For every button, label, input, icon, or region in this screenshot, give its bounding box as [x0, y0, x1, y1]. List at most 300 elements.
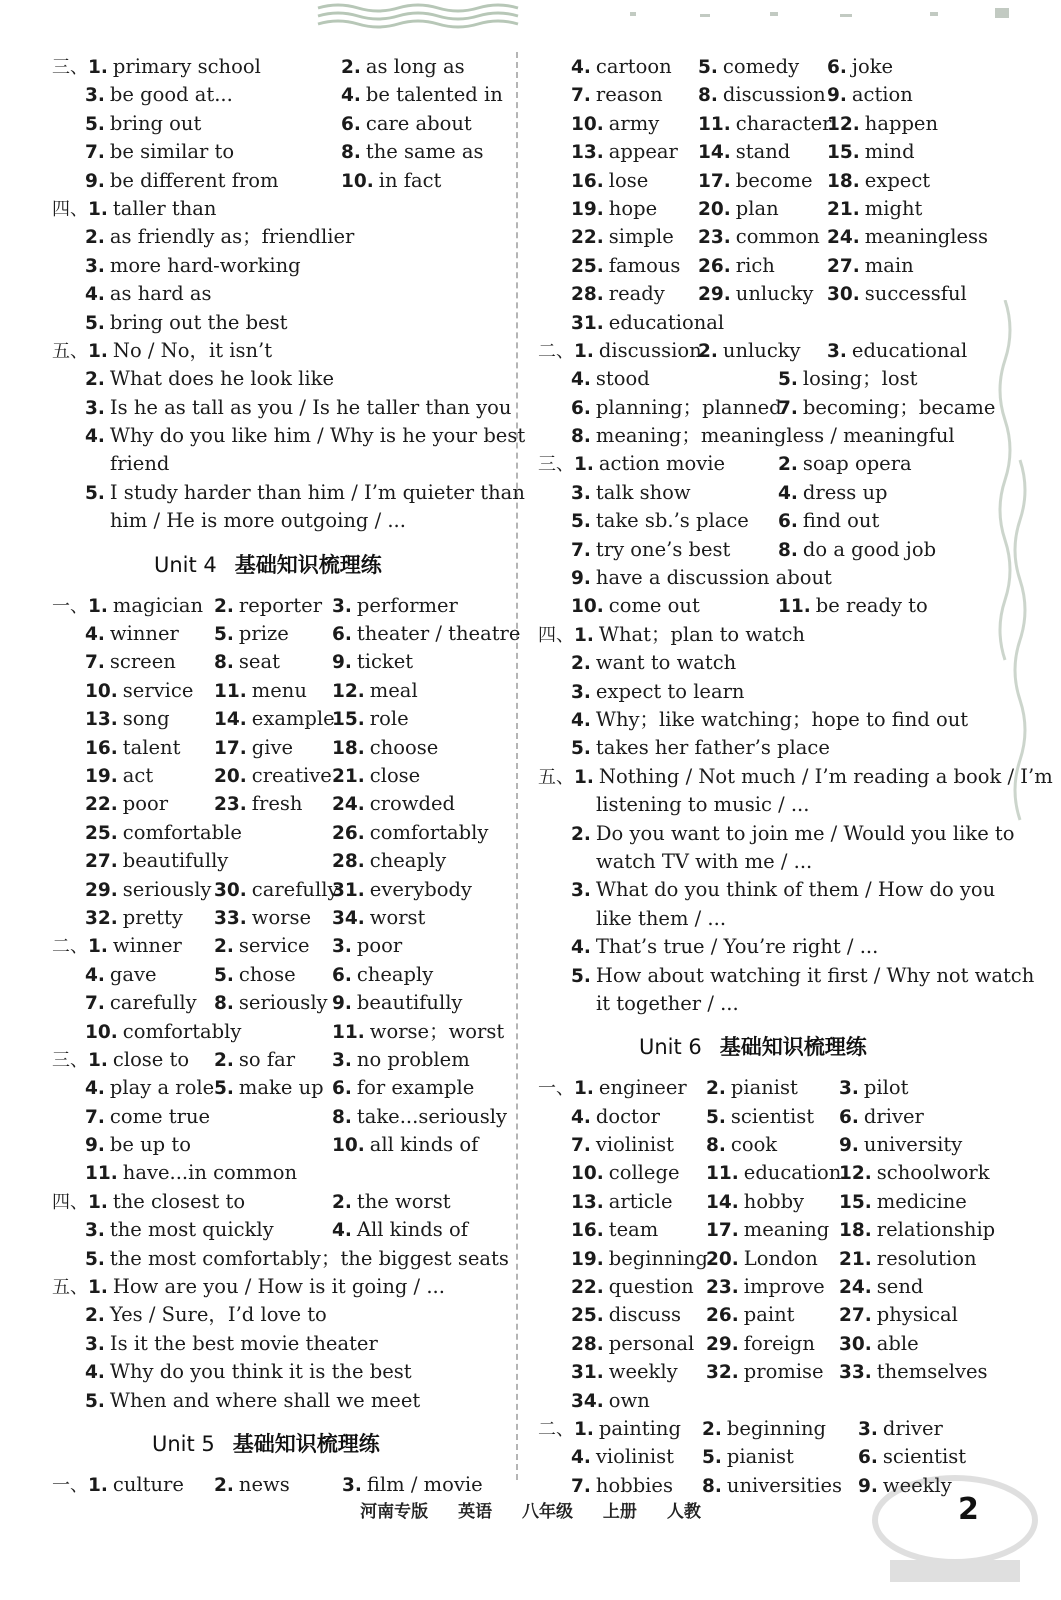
answer-text: unlucky [735, 282, 814, 306]
item-number: 4. [85, 624, 105, 646]
answer-item [214, 648, 280, 677]
item-number: 15. [839, 1191, 872, 1213]
answer-text: hobby [743, 1189, 805, 1213]
answer-text: beginning [726, 1416, 827, 1440]
answer-text: simple [608, 225, 674, 249]
answer-item [839, 1216, 995, 1245]
answer-item [332, 648, 413, 677]
answer-text: stood [595, 367, 650, 391]
answer-item [214, 932, 310, 961]
answer-text: seriously [238, 991, 328, 1015]
answer-item [85, 734, 180, 763]
answer-item [52, 53, 261, 82]
answer-item [85, 1074, 214, 1103]
answer-item [538, 621, 805, 650]
answer-text: theater / theatre [356, 622, 521, 646]
item-number: 4. [85, 284, 105, 306]
answer-item [571, 1358, 678, 1387]
answer-text: action movie [598, 452, 726, 476]
answer-item [85, 138, 234, 167]
answer-item [839, 1330, 919, 1359]
item-number: 3. [827, 340, 847, 362]
answer-text: fresh [251, 792, 303, 816]
answer-text: seat [238, 650, 280, 674]
answer-text: hope [608, 196, 658, 220]
answer-text: reason [595, 83, 663, 107]
answer-text: engineer [598, 1076, 687, 1100]
answer-text: more hard-working [109, 253, 301, 277]
answer-text: foreign [743, 1331, 815, 1355]
answer-item [827, 223, 988, 252]
answer-item [778, 394, 995, 423]
answer-text: make up [238, 1076, 324, 1100]
answer-item [85, 876, 211, 905]
answer-item [571, 962, 1034, 991]
item-number: 8. [332, 1106, 352, 1128]
answer-text: role [369, 707, 409, 731]
answer-text: as long as [365, 55, 465, 78]
item-number: 4. [85, 1078, 105, 1100]
item-number: 7. [778, 397, 798, 419]
item-number: 3. [85, 85, 105, 107]
answer-item [827, 110, 938, 139]
answer-row [538, 592, 978, 620]
answer-text: crowded [369, 792, 455, 816]
item-number: 1. [88, 936, 108, 958]
item-number: 23. [214, 794, 247, 816]
answer-item [706, 1103, 814, 1132]
answer-item [571, 1216, 658, 1245]
item-number: 2. [214, 936, 234, 958]
item-number: 3. [332, 595, 352, 617]
answer-row [52, 1018, 505, 1046]
answer-text: example [251, 707, 335, 731]
item-number: 7. [85, 1106, 105, 1128]
answer-item [341, 53, 465, 82]
answer-text: weekly [608, 1360, 678, 1384]
item-number: 34. [332, 907, 365, 929]
answer-row [52, 1103, 507, 1131]
section-marker: 三、 [52, 1049, 88, 1071]
item-number: 11. [706, 1163, 739, 1185]
answer-item [332, 1131, 478, 1160]
section-marker: 五、 [52, 340, 88, 362]
item-number: 25. [571, 255, 604, 277]
answer-text: winner [112, 934, 182, 958]
item-number: 7. [571, 85, 591, 107]
item-number: 1. [574, 1418, 594, 1440]
item-number: 16. [571, 1220, 604, 1242]
item-number: 19. [571, 198, 604, 220]
answer-item [85, 1358, 412, 1387]
footer-publisher: 人教 [666, 1502, 701, 1522]
answer-row [52, 167, 492, 195]
answer-row [52, 1301, 492, 1329]
answer-text: bring out [109, 111, 202, 135]
answer-continuation: like them / ... [596, 906, 727, 930]
answer-text: character [735, 111, 832, 135]
answer-text: losing；lost [802, 367, 918, 391]
answer-item [85, 961, 157, 990]
answer-item [571, 422, 955, 451]
answer-item [698, 223, 820, 252]
answer-row [538, 53, 978, 81]
answer-text: What does he look like [109, 367, 334, 391]
answer-item [706, 1273, 825, 1302]
item-number: 7. [571, 1135, 591, 1157]
answer-text: want to watch [595, 651, 737, 675]
answer-item [538, 1074, 687, 1103]
answer-text: schoolwork [876, 1161, 990, 1185]
item-number: 7. [85, 142, 105, 164]
answer-row [538, 450, 978, 478]
unit-subtitle: 基础知识梳理练 [719, 1035, 867, 1060]
answer-item [706, 1216, 829, 1245]
answer-text: meal [369, 678, 418, 702]
answer-row [538, 621, 978, 649]
item-number: 33. [839, 1362, 872, 1384]
answer-item [332, 1103, 507, 1132]
item-number: 3. [571, 681, 591, 703]
answer-row [52, 1216, 492, 1244]
item-number: 1. [88, 198, 108, 220]
answer-text: discussion [722, 83, 826, 107]
answer-item [698, 167, 813, 196]
answer-text: pianist [726, 1445, 794, 1469]
answer-item [85, 1018, 241, 1047]
answer-text: takes her father’s place [595, 736, 830, 760]
answer-text: so far [238, 1047, 296, 1071]
answer-text: universities [726, 1473, 843, 1497]
answer-row [52, 1387, 492, 1415]
answer-item [85, 1301, 327, 1330]
item-number: 4. [85, 964, 105, 986]
item-number: 9. [858, 1475, 878, 1497]
item-number: 29. [698, 284, 731, 306]
footer-volume: 上册 [602, 1502, 637, 1522]
answer-text: action [851, 83, 913, 107]
item-number: 4. [341, 85, 361, 107]
item-number: 4. [571, 1447, 591, 1469]
answer-item [85, 904, 183, 933]
answer-text: painting [598, 1416, 681, 1440]
answer-text: meaning [743, 1218, 830, 1242]
answer-text: news [238, 1472, 290, 1496]
section-marker: 四、 [538, 624, 574, 646]
item-number: 2. [85, 1305, 105, 1327]
answer-text: discussion [598, 338, 702, 362]
column-divider [516, 52, 518, 1480]
item-number: 23. [706, 1277, 739, 1299]
item-number: 4. [778, 482, 798, 504]
answer-item [85, 1387, 420, 1416]
answer-continuation: him / He is more outgoing / ... [110, 509, 406, 533]
answer-item [214, 677, 307, 706]
answer-item [706, 1188, 804, 1217]
item-number: 18. [839, 1220, 872, 1242]
answer-item [538, 763, 1053, 792]
item-number: 22. [571, 227, 604, 249]
answer-item [571, 1387, 650, 1416]
item-number: 5. [85, 482, 105, 504]
section-marker: 一、 [52, 1474, 88, 1496]
answer-text: happen [864, 111, 939, 135]
answer-text: winner [109, 622, 179, 646]
answer-row [538, 167, 978, 195]
answer-item [571, 138, 678, 167]
answer-text: service [122, 678, 194, 702]
answer-text: college [608, 1161, 680, 1185]
answer-text: Why do you think it is the best [109, 1360, 412, 1384]
answer-text: close to [112, 1047, 190, 1071]
item-number: 16. [571, 170, 604, 192]
answer-row [52, 422, 526, 450]
answer-text: close [369, 763, 421, 787]
answer-row [52, 479, 525, 507]
answer-item [52, 932, 182, 961]
footer-subject: 英语 [458, 1502, 493, 1522]
answer-item [52, 1046, 189, 1075]
answer-text: driver [882, 1416, 943, 1440]
answer-text: When and where shall we meet [109, 1388, 421, 1412]
answer-text: carefully [251, 877, 339, 901]
answer-item [778, 592, 928, 621]
answer-row [538, 1443, 978, 1471]
item-number: 10. [571, 1163, 604, 1185]
answer-row [538, 962, 1035, 990]
answer-item [85, 110, 201, 139]
item-number: 1. [574, 454, 594, 476]
answer-text: plan [735, 196, 779, 220]
item-number: 9. [85, 1135, 105, 1157]
left-answer-column [52, 53, 526, 1499]
answer-text: come out [608, 594, 700, 618]
item-number: 13. [85, 709, 118, 731]
answer-row [538, 564, 978, 592]
answer-item [85, 1159, 297, 1188]
answer-item [341, 167, 441, 196]
answer-item [571, 734, 830, 763]
answer-item [214, 762, 332, 791]
item-number: 2. [706, 1078, 726, 1100]
item-number: 2. [778, 454, 798, 476]
unit-heading [52, 1415, 492, 1471]
answer-item [839, 1273, 923, 1302]
answer-item [571, 1159, 679, 1188]
item-number: 2. [214, 1474, 234, 1496]
answer-text: the closest to [112, 1189, 246, 1213]
answer-text: cook [730, 1133, 778, 1157]
answer-item [778, 365, 918, 394]
answer-row [52, 1131, 492, 1159]
answer-item [85, 1330, 378, 1359]
answer-text: soap opera [802, 452, 912, 476]
answer-row [52, 1074, 492, 1102]
answer-row [52, 1471, 492, 1499]
answer-text: What；plan to watch [598, 622, 805, 646]
item-number: 30. [839, 1333, 872, 1355]
item-number: 5. [778, 369, 798, 391]
answer-item [827, 167, 930, 196]
answer-item [332, 790, 455, 819]
answer-text: doctor [595, 1104, 660, 1128]
answer-row [538, 1358, 988, 1386]
answer-text: cheaply [356, 962, 434, 986]
answer-item [698, 138, 790, 167]
answer-text: chose [238, 962, 296, 986]
item-number: 30. [214, 879, 247, 901]
answer-row [52, 847, 492, 875]
item-number: 2. [571, 653, 591, 675]
item-number: 5. [85, 113, 105, 135]
answer-row [52, 620, 521, 648]
answer-item [85, 223, 354, 252]
answer-row [52, 1159, 492, 1187]
item-number: 6. [778, 511, 798, 533]
item-number: 3. [571, 880, 591, 902]
answer-row [52, 110, 492, 138]
item-number: 8. [571, 426, 591, 448]
item-number: 7. [571, 1475, 591, 1497]
item-number: 21. [839, 1248, 872, 1270]
footer-edition: 河南专版 [360, 1502, 429, 1522]
item-number: 10. [332, 1135, 365, 1157]
item-number: 5. [85, 312, 105, 334]
item-number: 25. [85, 822, 118, 844]
answer-row [52, 648, 492, 676]
answer-item [571, 649, 736, 678]
answer-item [827, 252, 914, 281]
answer-row [52, 138, 492, 166]
item-number: 20. [706, 1248, 739, 1270]
item-number: 2. [332, 1191, 352, 1213]
answer-text: team [608, 1218, 659, 1242]
answer-text: take sb.’s place [595, 509, 749, 533]
answer-item [85, 677, 193, 706]
answer-item [698, 252, 775, 281]
answer-item [85, 81, 233, 110]
answer-text: song [122, 707, 170, 731]
answer-row [52, 790, 492, 818]
answer-item [538, 1415, 681, 1444]
answer-text: All kinds of [356, 1218, 468, 1242]
answer-row [538, 223, 989, 251]
item-number: 18. [827, 170, 860, 192]
answer-text: themselves [876, 1360, 988, 1384]
answer-text: paint [743, 1303, 795, 1327]
answer-row [538, 933, 978, 961]
answer-text: send [876, 1275, 924, 1299]
answer-text: resolution [876, 1246, 977, 1270]
item-number: 1. [88, 1277, 108, 1299]
item-number: 2. [341, 57, 361, 78]
answer-row [52, 762, 492, 790]
answer-item [571, 706, 968, 735]
answer-row [538, 1330, 978, 1358]
item-number: 3. [332, 936, 352, 958]
item-number: 11. [332, 1021, 365, 1043]
item-number: 4. [85, 426, 105, 448]
section-marker: 三、 [52, 57, 88, 78]
answer-item [571, 195, 657, 224]
answer-text: become [735, 168, 813, 192]
answer-item [214, 705, 335, 734]
item-number: 4. [571, 709, 591, 731]
answer-text: performer [356, 593, 458, 617]
item-number: 6. [827, 57, 847, 78]
answer-row [52, 734, 492, 762]
answer-text: give [251, 735, 294, 759]
answer-item [214, 1046, 295, 1075]
answer-text: Yes / Sure，I’d love to [109, 1303, 327, 1327]
item-number: 23. [698, 227, 731, 249]
answer-item [214, 592, 322, 621]
answer-row [538, 1103, 978, 1131]
answer-text: educational [608, 310, 725, 334]
answer-row [538, 309, 978, 337]
answer-text: talent [122, 735, 181, 759]
unit-heading [538, 1018, 978, 1074]
answer-text: worse；worst [369, 1019, 505, 1043]
item-number: 33. [214, 907, 247, 929]
answer-item [52, 1273, 445, 1302]
answer-row [52, 1358, 492, 1386]
answer-item [332, 705, 409, 734]
answer-text: the same as [365, 140, 484, 164]
answer-item [571, 167, 648, 196]
answer-item [52, 1471, 184, 1500]
item-number: 2. [702, 1418, 722, 1440]
item-number: 29. [706, 1333, 739, 1355]
answer-item [827, 195, 922, 224]
answer-text: physical [876, 1303, 958, 1327]
item-number: 32. [706, 1362, 739, 1384]
answer-row [52, 876, 492, 904]
answer-text: might [864, 196, 923, 220]
answer-continuation: friend [110, 452, 170, 476]
item-number: 5. [571, 511, 591, 533]
answer-item [332, 989, 462, 1018]
item-number: 1. [88, 595, 108, 617]
answer-text: have a discussion about [595, 566, 832, 590]
unit-heading [52, 536, 492, 592]
answer-row [52, 904, 492, 932]
answer-text: the most comfortably；the biggest seats [109, 1246, 509, 1270]
answer-item [85, 365, 334, 394]
item-number: 5. [85, 1248, 105, 1270]
answer-row [538, 649, 978, 677]
answer-text: reporter [238, 593, 323, 617]
answer-text: main [864, 253, 914, 277]
answer-row [538, 763, 1053, 791]
item-number: 9. [839, 1135, 859, 1157]
item-number: 28. [332, 851, 365, 873]
item-number: 28. [571, 1333, 604, 1355]
answer-text: come true [109, 1104, 211, 1128]
item-number: 6. [332, 1078, 352, 1100]
item-number: 11. [214, 680, 247, 702]
answer-text: no problem [356, 1047, 470, 1071]
answer-row [52, 53, 492, 81]
answer-text: violinist [595, 1445, 675, 1469]
answer-row [538, 110, 978, 138]
answer-item [778, 507, 879, 536]
answer-item [332, 1216, 468, 1245]
item-number: 7. [85, 993, 105, 1015]
answer-text: comfortably [369, 820, 489, 844]
right-answer-column [538, 53, 1053, 1500]
item-number: 27. [839, 1305, 872, 1327]
